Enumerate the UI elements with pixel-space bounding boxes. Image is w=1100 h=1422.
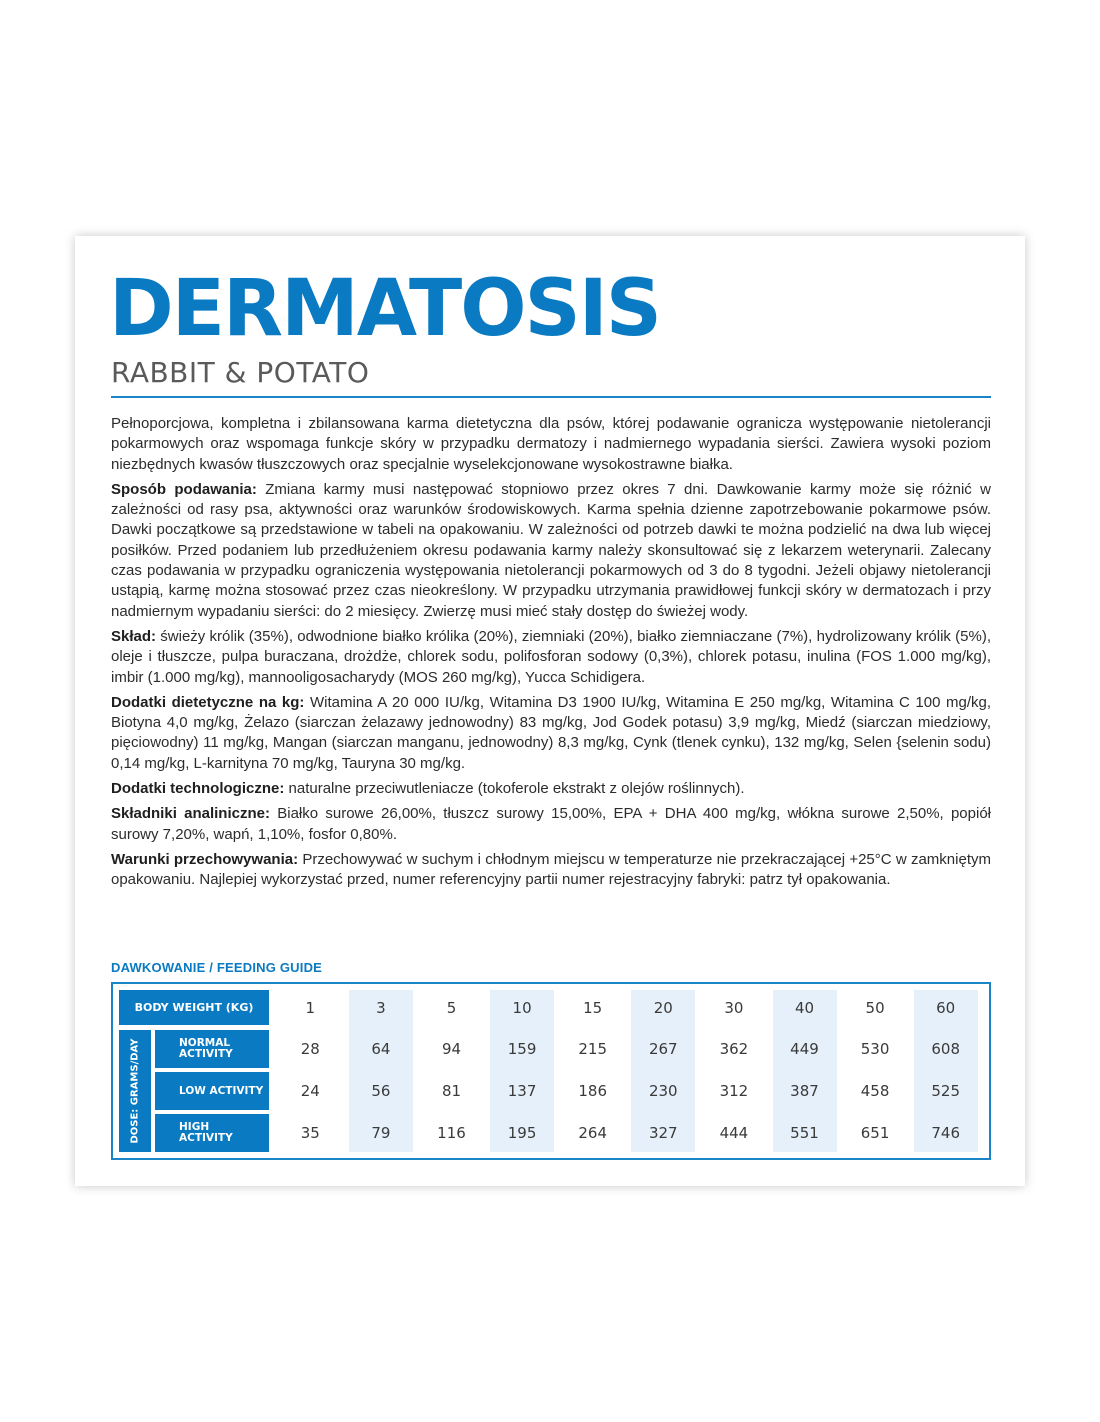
dose-cell: 264 xyxy=(578,1124,607,1142)
weight-cell: 40 xyxy=(794,998,815,1017)
product-subtitle: RABBIT & POTATO xyxy=(111,356,370,389)
section-text: naturalne przeciwutleniacze (tokoferole ekstrakt z olejów roślinnych). xyxy=(288,780,745,798)
weight-cell: 3 xyxy=(376,998,386,1017)
product-title: DERMATOSIS xyxy=(109,264,660,354)
product-description xyxy=(111,414,991,896)
dose-cell: 56 xyxy=(371,1082,391,1100)
dose-cell: 116 xyxy=(437,1124,466,1142)
row-label-high-activity xyxy=(155,1114,269,1152)
row-label-normal-activity xyxy=(155,1030,269,1068)
dose-cell: 449 xyxy=(790,1040,819,1058)
weight-cell: 10 xyxy=(512,998,532,1017)
section-analytical-constituents xyxy=(111,804,991,845)
dose-cell: 81 xyxy=(441,1082,462,1100)
row-label-line: LOW ACTIVITY xyxy=(179,1084,264,1097)
dose-cell: 230 xyxy=(648,1082,678,1100)
dose-cell: 94 xyxy=(441,1040,462,1058)
intro-paragraph: Pełnoporcjowa, kompletna i zbilansowana karma dietetyczna dla psów, której podawanie ogranicza występowanie nietolerancji pokarmowych oraz wspomaga funkcje skóry w przypadku dermatozy i nadmiernego wypadania sierści. Zawiera wysoki poziom niezbędnych kwasów tłuszczowych oraz specjalnie wyselekcjonowane wysokostrawne białka. xyxy=(111,415,991,473)
dose-cell: 551 xyxy=(790,1124,819,1142)
dose-cell: 312 xyxy=(719,1082,749,1100)
dose-cell: 186 xyxy=(578,1082,607,1100)
body-weight-header: BODY WEIGHT (KG) xyxy=(119,990,269,1025)
dose-cell: 215 xyxy=(578,1040,607,1058)
weight-cell: 5 xyxy=(446,998,457,1017)
dose-cell: 525 xyxy=(931,1082,960,1100)
section-text: świeży królik (35%), odwodnione białko królika (20%), ziemniaki (20%), białko ziemniaczane (7%), hydrolizowany królik (5%), oleje i tłuszcze, pulpa buraczana, drożdże, chlorek sodu, polifosforan sodowy (0,3%), chlorek potasu, inulina (FOS 1.000 mg/kg), imbir (1.000 mg/kg), mannooligosacharydy (MOS 260 mg/kg), Yucca Schidigera. xyxy=(111,627,992,686)
dose-cell: 35 xyxy=(300,1124,320,1142)
product-info-card xyxy=(75,236,1025,1186)
dose-cell: 327 xyxy=(648,1124,678,1142)
dose-cell: 159 xyxy=(507,1040,537,1058)
section-text: Zmiana karmy musi następować stopniowo przez okres 7 dni. Dawkowanie karmy może się różnić w zależności od rasy psa, aktywności oraz warunków środowiskowych. Karma spełnia dzienne zapotrzebowanie pokarmowe psów. Dawki początkowe są przedstawione w tabeli na opakowaniu. W zależności od potrzeb dawki te można podzielić na dwa lub więcej posiłków. Przed podaniem lub przedłużeniem okresu podawania karmy należy skonsultować się z lekarzem weterynarii. Zalecany czas podawania w przypadku ograniczenia występowania nietolerancji pokarmowych od 3 do 8 tygodni. Jeżeli objawy nietolerancji ustąpią, karmę można stosować przez czas nieokreślony. W przypadku utrzymania prawidłowej funkcji skóry w dermatozach i przy nadmiernym wypadaniu sierści: do 2 miesięcy. Zwierzę musi mieć stały dostęp do świeżej wody. xyxy=(111,480,991,620)
dose-cell: 387 xyxy=(790,1082,819,1100)
dose-cell: 79 xyxy=(371,1124,391,1142)
weight-cell: 20 xyxy=(653,998,673,1017)
dose-cell: 458 xyxy=(860,1082,890,1100)
title-divider xyxy=(111,396,991,398)
section-composition xyxy=(111,627,991,688)
dose-cell: 24 xyxy=(300,1082,320,1100)
dose-cell: 651 xyxy=(860,1124,890,1142)
section-label: Dodatki dietetyczne na kg: xyxy=(111,693,305,711)
section-technological-additives xyxy=(111,779,991,799)
section-feeding-method xyxy=(111,480,991,622)
row-label-low-activity xyxy=(155,1072,269,1110)
section-dietary-additives xyxy=(111,693,991,774)
row-label-line: ACTIVITY xyxy=(179,1132,233,1144)
row-label-line: NORMAL xyxy=(179,1037,231,1049)
section-storage xyxy=(111,850,991,891)
feeding-guide-title: DAWKOWANIE / FEEDING GUIDE xyxy=(111,960,323,975)
row-label-line: HIGH xyxy=(179,1121,210,1133)
dose-cell: 267 xyxy=(648,1040,678,1058)
section-label: Warunki przechowywania: xyxy=(111,850,299,868)
weight-cell: 60 xyxy=(936,998,956,1017)
section-text: Przechowywać w suchym i chłodnym miejscu w temperaturze nie przekraczającej +25°C w zamkniętym opakowaniu. Najlepiej wykorzystać przed, numer referencyjny partii numer rejestracyjny fabryki: patrz tył opakowania. xyxy=(111,850,991,889)
section-label: Składniki analiniczne: xyxy=(111,805,270,823)
section-label: Dodatki technologiczne: xyxy=(111,780,285,798)
row-label-line: ACTIVITY xyxy=(179,1048,233,1060)
section-text: Białko surowe 26,00%, tłuszcz surowy 15,00%, EPA + DHA 400 mg/kg, włókna surowe 2,50%, popiół surowy 7,20%, wapń, 1,10%, fosfor 0,80%. xyxy=(111,805,991,843)
dose-cell: 444 xyxy=(719,1124,749,1142)
dose-cell: 64 xyxy=(371,1040,391,1058)
dose-cell: 362 xyxy=(719,1040,749,1058)
section-label: Sposób podawania: xyxy=(111,480,257,498)
dose-label-text: DOSE: GRAMS/DAY xyxy=(129,1038,141,1144)
dose-cell: 137 xyxy=(507,1082,537,1100)
dose-cell: 608 xyxy=(931,1040,960,1058)
weight-cell: 30 xyxy=(724,998,744,1017)
section-label: Skład: xyxy=(111,627,157,645)
weight-cell: 15 xyxy=(583,998,603,1017)
weight-cell: 1 xyxy=(305,998,316,1017)
section-text: Witamina A 20 000 IU/kg, Witamina D3 1900 IU/kg, Witamina E 250 mg/kg, Witamina C 100 mg/kg, Biotyna 4,0 mg/kg, Żelazo (siarczan żelazawy jednowodny) 83 mg/kg, Jod Godek potasu) 3,9 mg/kg, Miedź (siarczan miedziowy, pięciowodny) 11 mg/kg, Mangan (siarczan manganu, jednowodny) 8,3 mg/kg, Cynk (tlenek cynku), 132 mg/kg, Selen {selenin sodu) 0,14 mg/kg, L-karnityna 70 mg/kg, Tauryna 30 mg/kg. xyxy=(111,693,992,772)
dose-cell: 28 xyxy=(300,1040,320,1058)
weight-cell: 50 xyxy=(865,998,885,1017)
dose-cell: 530 xyxy=(860,1040,890,1058)
feeding-guide-table xyxy=(111,982,991,1160)
dose-cell: 746 xyxy=(931,1124,960,1142)
dose-cell: 195 xyxy=(507,1124,537,1142)
dose-column-label xyxy=(119,1030,151,1152)
